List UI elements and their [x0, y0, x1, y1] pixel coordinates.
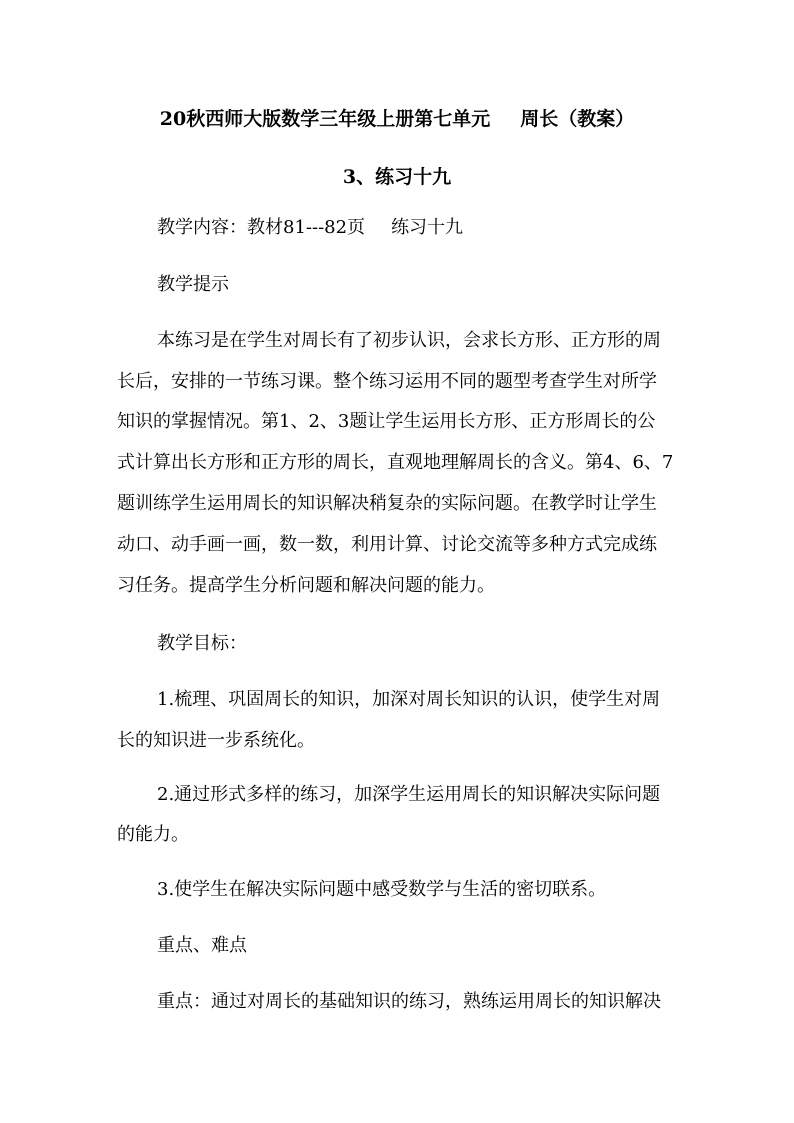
tips-heading: 教学提示	[157, 274, 229, 295]
goal-1-line: 1.梳理、巩固周长的知识，加深对周长知识的认识，使学生对周	[157, 689, 661, 710]
teaching-content-line	[157, 215, 463, 241]
content-value: 练习十九	[391, 217, 464, 238]
paragraph-line: 式计算出长方形和正方形的周长，直观地理解周长的含义。第4、6、7	[117, 452, 674, 473]
key-heading: 重点、难点	[157, 935, 247, 956]
goal-3-line: 3.使学生在解决实际问题中感受数学与生活的密切联系。	[157, 879, 607, 900]
paragraph-line: 动口、动手画一画，数一数，利用计算、讨论交流等多种方式完成练	[117, 534, 657, 555]
key-line: 重点：通过对周长的基础知识的练习，熟练运用周长的知识解决	[157, 991, 661, 1012]
document-subtitle: 3、练习十九	[342, 166, 452, 188]
paragraph-line: 本练习是在学生对周长有了初步认识，会求长方形、正方形的周	[157, 330, 661, 351]
goal-2-line: 的能力。	[117, 824, 189, 845]
content-label: 教学内容：教材81---82页	[157, 217, 366, 238]
paragraph-line: 知识的掌握情况。第1、2、3题让学生运用长方形、正方形周长的公	[117, 411, 656, 432]
paragraph-line: 长后，安排的一节练习课。整个练习运用不同的题型考查学生对所学	[117, 371, 657, 392]
paragraph-line: 题训练学生运用周长的知识解决稍复杂的实际问题。在教学时让学生	[117, 493, 657, 514]
goal-1-line: 长的知识进一步系统化。	[117, 730, 315, 751]
paragraph-line: 习任务。提高学生分析问题和解决问题的能力。	[117, 575, 495, 596]
goal-2-line: 2.通过形式多样的练习，加深学生运用周长的知识解决实际问题	[157, 784, 661, 805]
document-title	[0, 104, 794, 131]
title-suffix: 周长（教案）	[520, 108, 635, 130]
title-main: 20秋西师大版数学三年级上册第七单元	[159, 108, 491, 130]
goals-heading: 教学目标：	[157, 633, 247, 654]
